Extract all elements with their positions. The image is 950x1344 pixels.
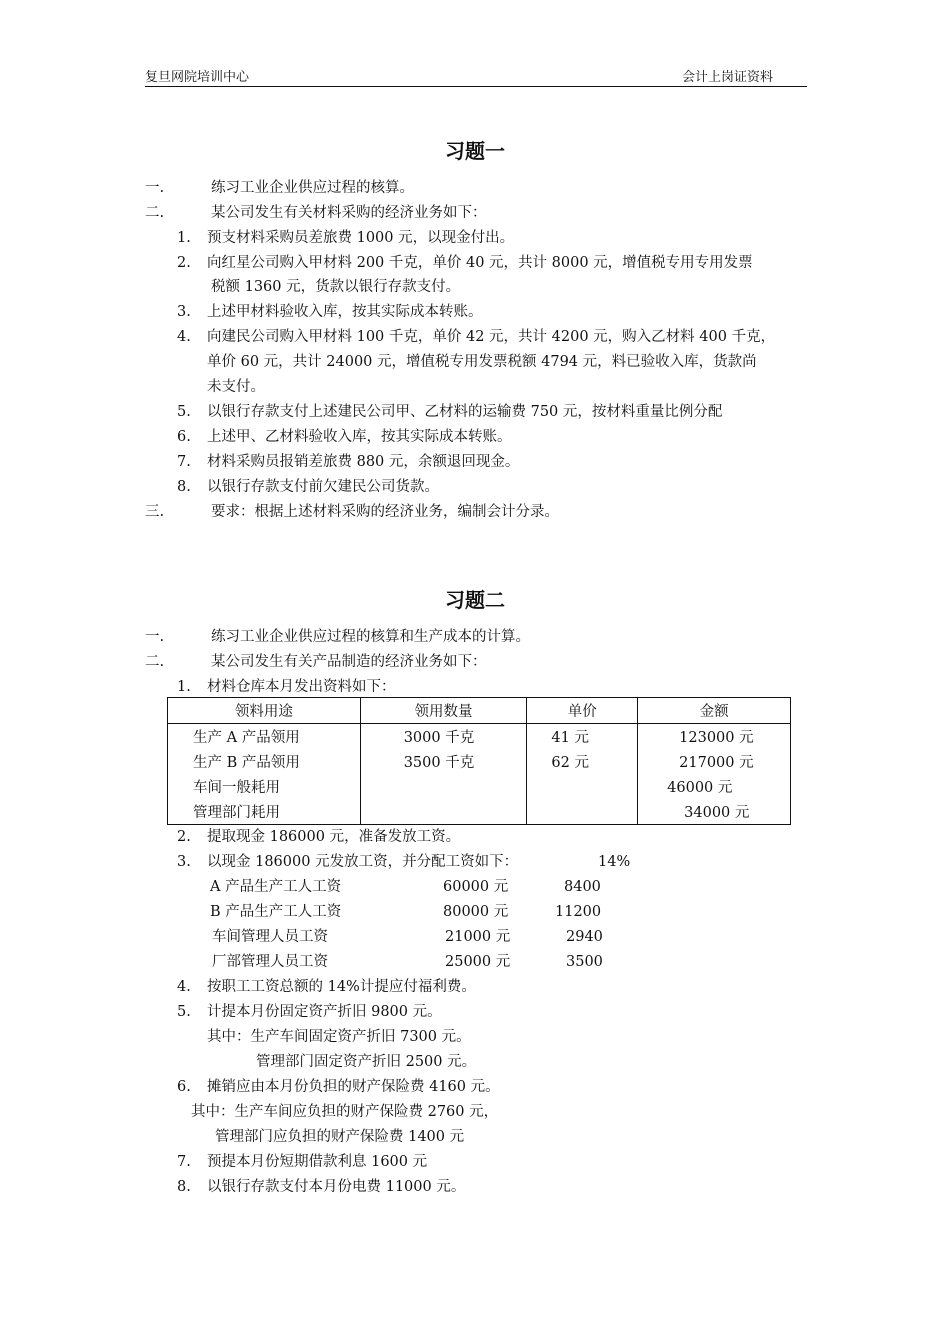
ex1-item-text: 预支材料采购员差旅费 1000 元，以现金付出。 — [207, 230, 515, 246]
ex2-item-number: 8. — [177, 1179, 191, 1195]
welfare-rate: 14% — [598, 854, 631, 870]
ex1-item-number: 5. — [177, 404, 191, 420]
ex1-item-number: 3. — [177, 304, 191, 320]
wage-item-name: 车间管理人员工资 — [212, 929, 328, 945]
table-header-cell: 领用数量 — [360, 698, 527, 724]
ex2-item-text: 计提本月份固定资产折旧 9800 元。 — [207, 1004, 442, 1020]
ex2-item-number: 6. — [177, 1079, 191, 1095]
ex2-item-sub: 管理部门应负担的财产保险费 1400 元 — [215, 1129, 465, 1145]
wage-item-name: A 产品生产工人工资 — [210, 879, 342, 895]
ex1-section-3-text: 要求：根据上述材料采购的经济业务，编制会计分录。 — [211, 504, 559, 520]
table-cell: 管理部门耗用 — [168, 799, 361, 825]
ex2-item-text: 预提本月份短期借款利息 1600 元 — [207, 1154, 428, 1170]
ex1-section-2-number: 二. — [145, 205, 165, 221]
wage-item-welfare: 8400 — [564, 879, 601, 895]
ex1-item-number: 1. — [177, 230, 191, 246]
table-cell: 123000 元 — [638, 724, 791, 750]
wage-item-name: B 产品生产工人工资 — [210, 904, 342, 920]
table-row — [168, 774, 791, 799]
ex1-item-text: 上述甲材料验收入库，按其实际成本转账。 — [207, 304, 483, 320]
ex1-section-1-text: 练习工业企业供应过程的核算。 — [211, 180, 414, 196]
table-header-row — [168, 698, 791, 724]
ex2-item-number: 3. — [177, 854, 191, 870]
ex1-item-continuation: 税额 1360 元，货款以银行存款支付。 — [211, 279, 461, 295]
table-row — [168, 724, 791, 750]
ex1-section-2-text: 某公司发生有关材料采购的经济业务如下： — [211, 205, 487, 221]
wage-item-amount: 25000 元 — [445, 954, 511, 970]
ex1-item-text: 材料采购员报销差旅费 880 元，余额退回现金。 — [207, 454, 520, 470]
table-cell: 车间一般耗用 — [168, 774, 361, 799]
table-cell: 3500 千克 — [360, 749, 527, 774]
ex2-item-number: 7. — [177, 1154, 191, 1170]
table-cell — [527, 799, 638, 825]
ex1-item-text: 上述甲、乙材料验收入库，按其实际成本转账。 — [207, 429, 512, 445]
ex2-item-sub: 其中：生产车间应负担的财产保险费 2760 元， — [191, 1104, 499, 1120]
ex2-item-number: 1. — [177, 679, 191, 695]
table-header-cell: 金额 — [638, 698, 791, 724]
wage-item-name: 厂部管理人员工资 — [212, 954, 328, 970]
ex2-section-2-text: 某公司发生有关产品制造的经济业务如下： — [211, 654, 487, 670]
table-cell: 46000 元 — [638, 774, 791, 799]
table-cell — [360, 799, 527, 825]
ex2-item-sub: 管理部门固定资产折旧 2500 元。 — [256, 1054, 477, 1070]
ex2-item-text: 以现金 186000 元发放工资，并分配工资如下： — [207, 854, 519, 870]
table-row — [168, 799, 791, 825]
ex2-item-number: 4. — [177, 979, 191, 995]
ex2-item-number: 2. — [177, 829, 191, 845]
ex2-item-sub: 其中：生产车间固定资产折旧 7300 元。 — [207, 1029, 471, 1045]
table-cell — [360, 774, 527, 799]
table-header-cell: 单价 — [527, 698, 638, 724]
ex1-item-continuation: 单价 60 元，共计 24000 元，增值税专用发票税额 4794 元，料已验收入库，货款尚 — [207, 354, 757, 370]
ex1-item-text: 向红星公司购入甲材料 200 千克，单价 40 元，共计 8000 元，增值税专用专用发票 — [207, 255, 753, 271]
ex1-item-number: 4. — [177, 329, 191, 345]
table-cell: 34000 元 — [638, 799, 791, 825]
ex2-item-text: 材料仓库本月发出资料如下： — [207, 679, 396, 695]
ex2-item-text: 摊销应由本月份负担的财产保险费 4160 元。 — [207, 1079, 500, 1095]
exercise-2-title: 习题二 — [445, 588, 505, 612]
ex1-section-1-number: 一. — [145, 180, 165, 196]
header-divider — [145, 86, 807, 87]
ex1-item-number: 7. — [177, 454, 191, 470]
wage-item-amount: 21000 元 — [445, 929, 511, 945]
header-right-text: 会计上岗证资料 — [682, 70, 774, 85]
wage-item-amount: 60000 元 — [443, 879, 509, 895]
table-cell — [527, 774, 638, 799]
ex1-item-text: 以银行存款支付前欠建民公司货款。 — [207, 479, 439, 495]
table-cell: 生产 A 产品领用 — [168, 724, 361, 750]
ex1-item-number: 2. — [177, 255, 191, 271]
table-cell: 62 元 — [527, 749, 638, 774]
ex1-item-text: 以银行存款支付上述建民公司甲、乙材料的运输费 750 元，按材料重量比例分配 — [207, 404, 723, 420]
ex2-item-number: 5. — [177, 1004, 191, 1020]
header-left-text: 复旦网院培训中心 — [145, 70, 250, 85]
table-cell: 217000 元 — [638, 749, 791, 774]
ex2-item-text: 按职工工资总额的 14%计提应付福利费。 — [207, 979, 476, 995]
ex2-section-1-text: 练习工业企业供应过程的核算和生产成本的计算。 — [211, 629, 530, 645]
wage-item-welfare: 2940 — [566, 929, 603, 945]
ex1-item-text: 向建民公司购入甲材料 100 千克，单价 42 元，共计 4200 元，购入乙材料 400 千克， — [207, 329, 776, 345]
ex1-section-3-number: 三. — [145, 504, 165, 520]
wage-item-welfare: 3500 — [566, 954, 603, 970]
table-cell: 3000 千克 — [360, 724, 527, 750]
material-issue-table — [167, 697, 791, 825]
ex1-item-number: 8. — [177, 479, 191, 495]
ex2-item-text: 提取现金 186000 元，准备发放工资。 — [207, 829, 461, 845]
ex1-item-number: 6. — [177, 429, 191, 445]
table-cell: 生产 B 产品领用 — [168, 749, 361, 774]
wage-item-welfare: 11200 — [555, 904, 602, 920]
table-header-cell: 领料用途 — [168, 698, 361, 724]
wage-item-amount: 80000 元 — [443, 904, 509, 920]
ex2-section-1-number: 一. — [145, 629, 165, 645]
table-row — [168, 749, 791, 774]
ex1-item-continuation: 未支付。 — [207, 379, 265, 395]
table-cell: 41 元 — [527, 724, 638, 750]
ex2-item-text: 以银行存款支付本月份电费 11000 元。 — [207, 1179, 466, 1195]
ex2-section-2-number: 二. — [145, 654, 165, 670]
exercise-1-title: 习题一 — [445, 139, 505, 163]
